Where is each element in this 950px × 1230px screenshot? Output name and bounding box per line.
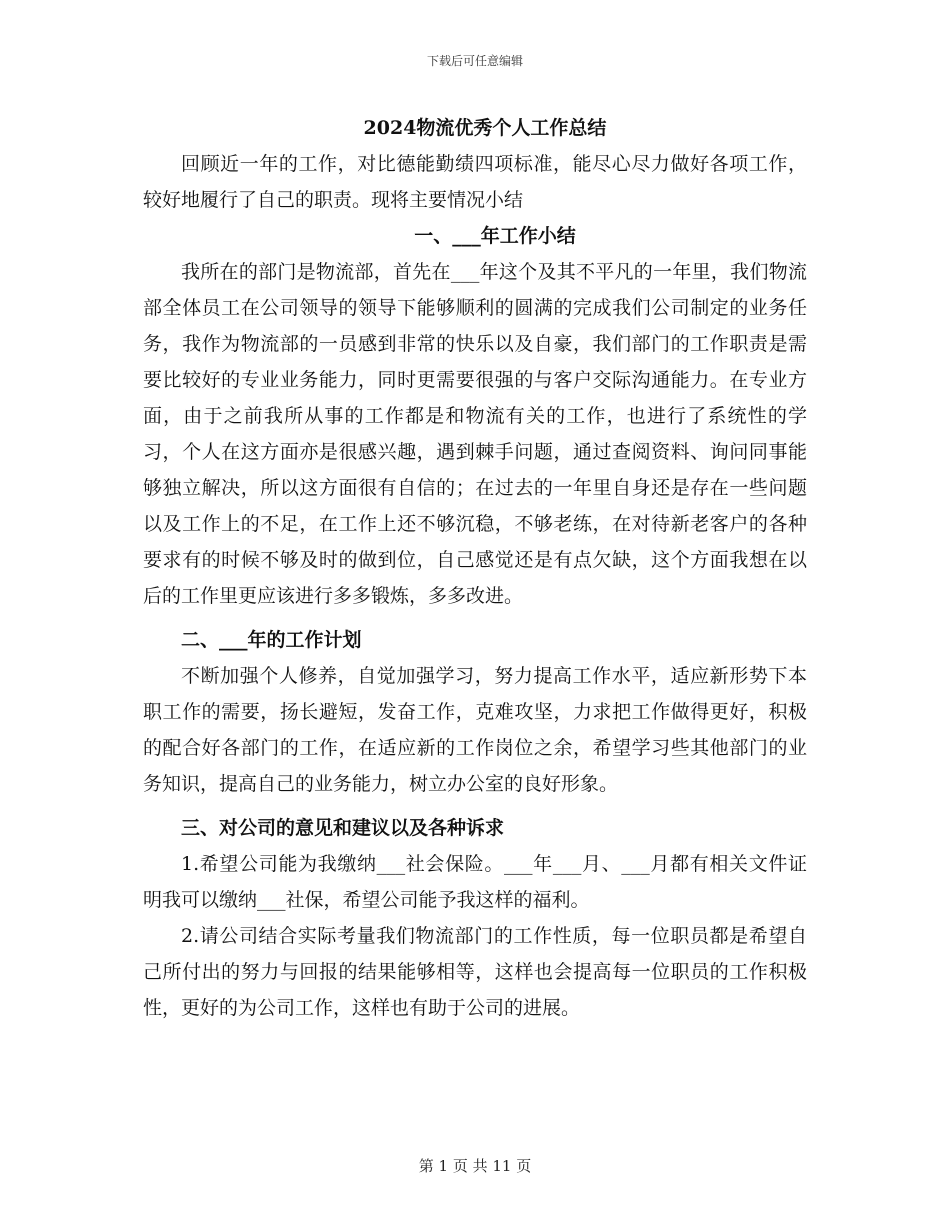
section1-heading: 一、___年工作小结	[414, 225, 576, 247]
section2-paragraph: 不断加强个人修养，自觉加强学习，努力提高工作水平，适应新形势下本职工作的需要，扬长避短，发奋工作，克难攻坚，力求把工作做得更好，积极的配合好各部门的工作，在适应新的工作岗位之余，希望学习些其他部门的业务知识，提高自己的业务能力，树立办公室的良好形象。	[143, 665, 807, 795]
page-header-note: 下载后可任意编辑	[426, 54, 523, 68]
section3-item-2: 2.请公司结合实际考量我们物流部门的工作性质，每一位职员都是希望自己所付出的努力与回报的结果能够相等，这样也会提高每一位职员的工作积极性，更好的为公司工作，这样也有助于公司的进展。	[143, 925, 807, 1019]
section2-heading: 二、___年的工作计划	[181, 629, 362, 651]
page-number: 第 1 页 共 11 页	[418, 1157, 532, 1175]
section3-heading: 三、对公司的意见和建议以及各种诉求	[181, 817, 505, 839]
section3-item-1: 1.希望公司能为我缴纳___社会保险。___年___月、___月都有相关文件证明我可以缴纳___社保，希望公司能予我这样的福利。	[143, 853, 807, 911]
section1-paragraph: 我所在的部门是物流部，首先在___年这个及其不平凡的一年里，我们物流部全体员工在公司领导的领导下能够顺利的圆满的完成我们公司制定的业务任务，我作为物流部的一员感到非常的快乐以及自豪，我们部门的工作职责是需要比较好的专业业务能力，同时更需要很强的与客户交际沟通能力。在专业方面，由于之前我所从事的工作都是和物流有关的工作，也进行了系统性的学习，个人在这方面亦是很感兴趣，遇到棘手问题，通过查阅资料、询问同事能够独立解决，所以这方面很有自信的；在过去的一年里自身还是存在一些问题以及工作上的不足，在工作上还不够沉稳，不够老练，在对待新老客户的各种要求有的时候不够及时的做到位，自己感觉还是有点欠缺，这个方面我想在以后的工作里更应该进行多多锻炼，多多改进。	[143, 261, 807, 607]
intro-paragraph: 回顾近一年的工作，对比德能勤绩四项标准，能尽心尽力做好各项工作，较好地履行了自己的职责。现将主要情况小结	[143, 153, 807, 211]
document-body	[143, 110, 807, 1026]
document-title: 2024物流优秀个人工作总结	[363, 117, 607, 139]
